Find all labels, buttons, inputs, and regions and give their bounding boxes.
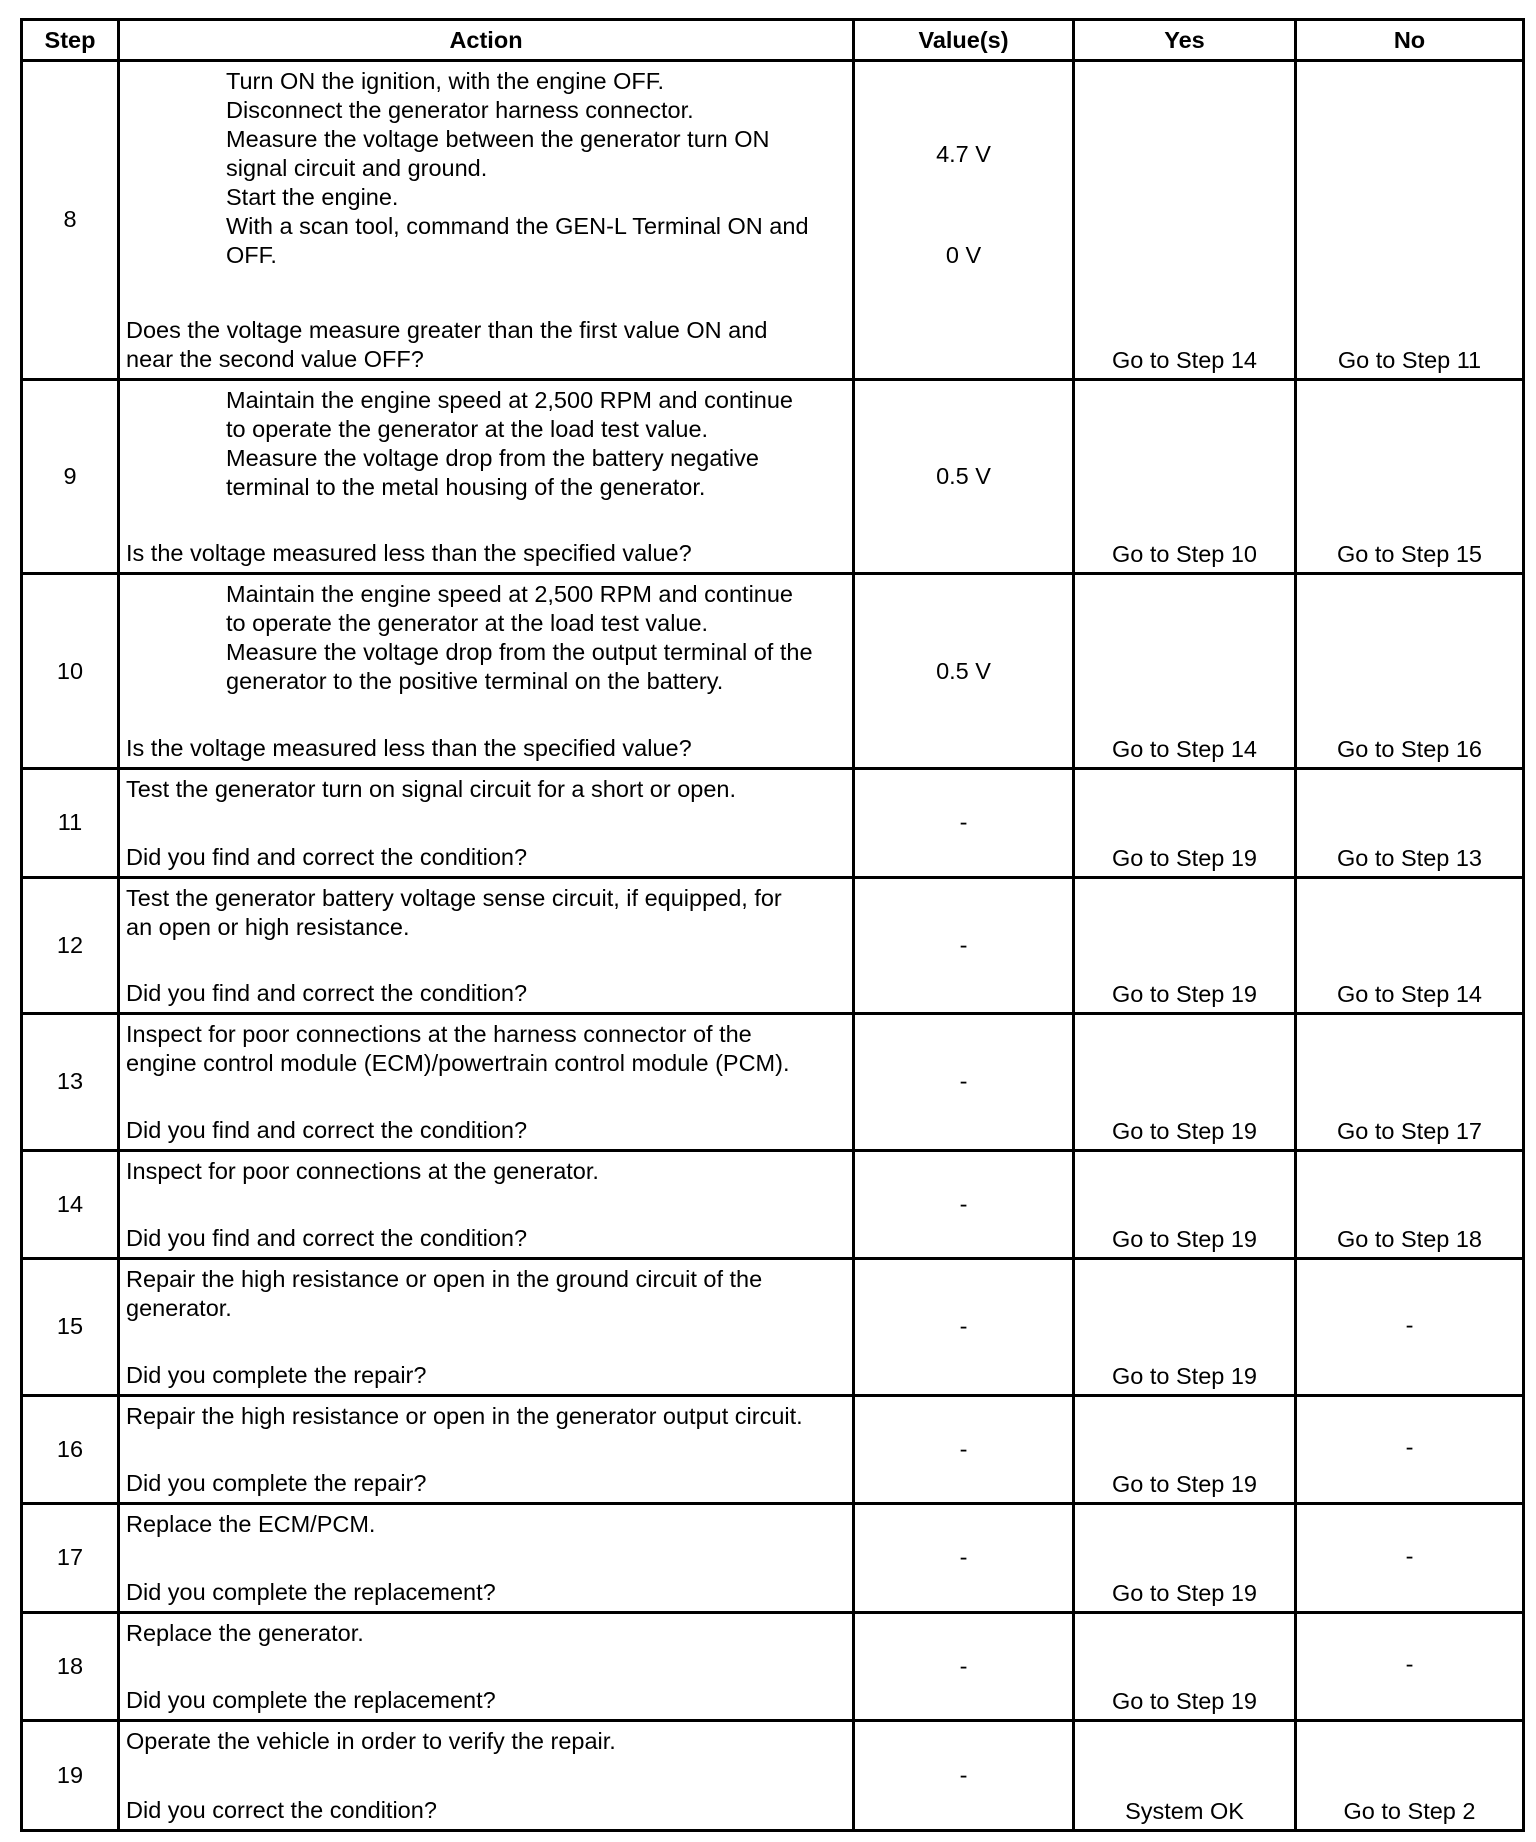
action-question xyxy=(126,1578,846,1607)
spacer xyxy=(126,804,846,843)
yes-action: Go to Step 19 xyxy=(1074,1395,1296,1504)
table-row xyxy=(22,1395,1524,1504)
action-line: generator. xyxy=(126,1295,232,1322)
value-text: - xyxy=(959,1068,968,1095)
spacer xyxy=(126,942,846,980)
no-action: - xyxy=(1296,1395,1524,1504)
question-line: near the second value OFF? xyxy=(126,345,424,372)
values-cell xyxy=(854,574,1074,769)
no-action: - xyxy=(1296,1259,1524,1396)
values-cell xyxy=(854,769,1074,878)
step-number: 16 xyxy=(22,1395,119,1504)
action-cell xyxy=(119,574,854,769)
table-row xyxy=(22,877,1524,1014)
action-question xyxy=(126,1116,846,1145)
value-text: - xyxy=(959,1435,968,1462)
action-content xyxy=(126,1402,846,1499)
question-line: Did you complete the replacement? xyxy=(126,1578,496,1605)
action-content xyxy=(126,580,846,763)
yes-action: Go to Step 10 xyxy=(1074,379,1296,574)
action-content xyxy=(126,1157,846,1254)
spacer xyxy=(126,1756,846,1796)
table-row xyxy=(22,61,1524,380)
no-action: Go to Step 13 xyxy=(1296,769,1524,878)
instruction-line: Disconnect the generator harness connector. xyxy=(226,97,694,123)
spacer xyxy=(126,502,846,540)
instruction-line: Start the engine. xyxy=(226,184,399,210)
values-cell xyxy=(854,877,1074,1014)
action-line: Repair the high resistance or open in the generator output circuit. xyxy=(126,1402,803,1429)
table-row xyxy=(22,379,1524,574)
action-question xyxy=(126,316,846,374)
action-cell xyxy=(119,1612,854,1721)
step-number: 13 xyxy=(22,1014,119,1151)
action-content xyxy=(126,1020,846,1145)
action-content xyxy=(126,67,846,374)
step-number: 10 xyxy=(22,574,119,769)
question-line: Is the voltage measured less than the specified value? xyxy=(126,735,692,762)
action-question xyxy=(126,1361,846,1390)
header-no: No xyxy=(1296,20,1524,61)
yes-action: Go to Step 14 xyxy=(1074,574,1296,769)
action-cell xyxy=(119,1150,854,1259)
action-line: Test the generator turn on signal circuit for a short or open. xyxy=(126,776,737,803)
action-line: Inspect for poor connections at the harness connector of the xyxy=(126,1021,752,1048)
yes-action: Go to Step 19 xyxy=(1074,877,1296,1014)
instruction-line: Maintain the engine speed at 2,500 RPM and continue xyxy=(226,386,794,413)
action-text xyxy=(126,1619,846,1648)
table-row xyxy=(22,1014,1524,1151)
no-action: Go to Step 11 xyxy=(1296,61,1524,380)
step-number: 9 xyxy=(22,379,119,574)
question-line: Did you find and correct the condition? xyxy=(126,980,528,1007)
action-line: an open or high resistance. xyxy=(126,913,410,940)
action-text xyxy=(126,1727,846,1756)
action-question xyxy=(126,1469,846,1498)
instruction-line: signal circuit and ground. xyxy=(226,155,488,181)
table-row xyxy=(22,1150,1524,1259)
spacer xyxy=(126,696,846,734)
yes-action: Go to Step 14 xyxy=(1074,61,1296,380)
spacer xyxy=(126,1186,846,1225)
question-line: Did you find and correct the condition? xyxy=(126,1225,528,1252)
instruction-line: With a scan tool, command the GEN-L Terminal ON and xyxy=(226,213,809,239)
action-cell xyxy=(119,1395,854,1504)
value-text: - xyxy=(959,1313,968,1340)
yes-action: Go to Step 19 xyxy=(1074,1259,1296,1396)
action-line: Repair the high resistance or open in the ground circuit of the xyxy=(126,1266,763,1293)
action-question xyxy=(126,1224,846,1253)
action-question xyxy=(126,843,846,872)
action-line: Operate the vehicle in order to verify the repair. xyxy=(126,1728,616,1755)
table-row xyxy=(22,1721,1524,1831)
action-cell xyxy=(119,379,854,574)
question-line: Did you find and correct the condition? xyxy=(126,843,528,870)
header-row xyxy=(22,20,1524,61)
yes-action: Go to Step 19 xyxy=(1074,1150,1296,1259)
value-text: - xyxy=(959,1762,968,1789)
action-question xyxy=(126,1686,846,1715)
instruction-line: Turn ON the ignition, with the engine OFF. xyxy=(226,68,665,94)
no-action: Go to Step 16 xyxy=(1296,574,1524,769)
values-cell xyxy=(854,1150,1074,1259)
step-number: 12 xyxy=(22,877,119,1014)
action-question xyxy=(126,979,846,1008)
value-text: - xyxy=(959,809,968,836)
value-text: 0.5 V xyxy=(936,657,991,684)
yes-action: Go to Step 19 xyxy=(1074,1014,1296,1151)
step-number: 17 xyxy=(22,1504,119,1613)
spacer xyxy=(126,1648,846,1687)
no-action: - xyxy=(1296,1504,1524,1613)
step-number: 19 xyxy=(22,1721,119,1831)
action-cell xyxy=(119,769,854,878)
value-text: 0.5 V xyxy=(936,462,991,489)
step-number: 14 xyxy=(22,1150,119,1259)
no-action: Go to Step 14 xyxy=(1296,877,1524,1014)
action-question xyxy=(126,1796,846,1825)
header-yes: Yes xyxy=(1074,20,1296,61)
action-line: Inspect for poor connections at the generator. xyxy=(126,1157,599,1184)
value-text: - xyxy=(959,1544,968,1571)
action-line: Replace the ECM/PCM. xyxy=(126,1511,376,1538)
yes-action: Go to Step 19 xyxy=(1074,769,1296,878)
question-line: Did you find and correct the condition? xyxy=(126,1116,528,1143)
action-cell xyxy=(119,877,854,1014)
question-line: Did you complete the repair? xyxy=(126,1361,427,1388)
diagnostic-table xyxy=(20,18,1525,1832)
spacer xyxy=(126,1078,846,1116)
action-line: engine control module (ECM)/powertrain control module (PCM). xyxy=(126,1050,790,1077)
value-text: - xyxy=(959,931,968,958)
value-text: 4.7 V xyxy=(936,140,991,167)
header-step: Step xyxy=(22,20,119,61)
no-action: Go to Step 15 xyxy=(1296,379,1524,574)
values-cell xyxy=(854,1504,1074,1613)
action-content xyxy=(126,1619,846,1716)
question-line: Did you complete the repair? xyxy=(126,1470,427,1497)
action-text xyxy=(126,1265,846,1323)
table-row xyxy=(22,769,1524,878)
action-content xyxy=(126,386,846,569)
action-cell xyxy=(119,1259,854,1396)
action-cell xyxy=(119,1721,854,1831)
action-content xyxy=(126,1265,846,1390)
instruction-line: to operate the generator at the load test value. xyxy=(226,610,709,637)
values-cell xyxy=(854,1395,1074,1504)
instruction-line: Maintain the engine speed at 2,500 RPM and continue xyxy=(226,581,794,608)
spacer xyxy=(126,1539,846,1578)
action-cell xyxy=(119,61,854,380)
yes-action: System OK xyxy=(1074,1721,1296,1831)
question-line: Did you correct the condition? xyxy=(126,1797,437,1823)
yes-action: Go to Step 19 xyxy=(1074,1504,1296,1613)
values-cell xyxy=(854,379,1074,574)
no-action: Go to Step 17 xyxy=(1296,1014,1524,1151)
spacer xyxy=(126,270,846,316)
yes-action: Go to Step 19 xyxy=(1074,1612,1296,1721)
action-instructions xyxy=(126,580,846,696)
action-line: Test the generator battery voltage sense circuit, if equipped, for xyxy=(126,884,782,911)
step-number: 8 xyxy=(22,61,119,380)
step-number: 18 xyxy=(22,1612,119,1721)
action-content xyxy=(126,1727,846,1825)
table-row xyxy=(22,1612,1524,1721)
question-line: Is the voltage measured less than the specified value? xyxy=(126,540,692,567)
instruction-line: to operate the generator at the load test value. xyxy=(226,415,709,442)
action-instructions xyxy=(126,386,846,502)
instruction-line: Measure the voltage drop from the output terminal of the xyxy=(226,639,813,666)
action-content xyxy=(126,775,846,872)
action-text xyxy=(126,1157,846,1186)
action-instructions xyxy=(126,67,846,270)
question-line: Did you complete the replacement? xyxy=(126,1687,496,1714)
no-action: Go to Step 18 xyxy=(1296,1150,1524,1259)
question-line: Does the voltage measure greater than the first value ON and xyxy=(126,316,768,343)
action-question xyxy=(126,734,846,763)
action-text xyxy=(126,884,846,942)
action-text xyxy=(126,775,846,804)
values-stack xyxy=(855,103,1072,306)
table-row xyxy=(22,1504,1524,1613)
action-content xyxy=(126,884,846,1009)
header-action: Action xyxy=(119,20,854,61)
values-cell xyxy=(854,1259,1074,1396)
values-cell xyxy=(854,1721,1074,1831)
instruction-line: generator to the positive terminal on the battery. xyxy=(226,668,724,695)
instruction-line: Measure the voltage between the generator turn ON xyxy=(226,126,770,152)
value-text: - xyxy=(959,1652,968,1679)
values-cell xyxy=(854,61,1074,380)
action-text xyxy=(126,1020,846,1078)
instruction-line: Measure the voltage drop from the battery negative xyxy=(226,444,759,471)
table-body xyxy=(22,61,1524,1831)
step-number: 11 xyxy=(22,769,119,878)
values-cell xyxy=(854,1014,1074,1151)
action-line: Replace the generator. xyxy=(126,1619,364,1646)
action-cell xyxy=(119,1504,854,1613)
values-cell xyxy=(854,1612,1074,1721)
table-row xyxy=(22,574,1524,769)
step-number: 15 xyxy=(22,1259,119,1396)
spacer xyxy=(126,1323,846,1361)
action-question xyxy=(126,539,846,568)
value-text: - xyxy=(959,1190,968,1217)
action-text xyxy=(126,1510,846,1539)
instruction-line: OFF. xyxy=(226,242,277,268)
value-text: 0 V xyxy=(945,242,982,268)
action-cell xyxy=(119,1014,854,1151)
no-action: - xyxy=(1296,1612,1524,1721)
header-values: Value(s) xyxy=(854,20,1074,61)
no-action: Go to Step 2 xyxy=(1296,1721,1524,1831)
spacer xyxy=(126,1431,846,1470)
instruction-line: terminal to the metal housing of the generator. xyxy=(226,473,706,500)
action-content xyxy=(126,1510,846,1607)
table-row xyxy=(22,1259,1524,1396)
action-text xyxy=(126,1402,846,1431)
